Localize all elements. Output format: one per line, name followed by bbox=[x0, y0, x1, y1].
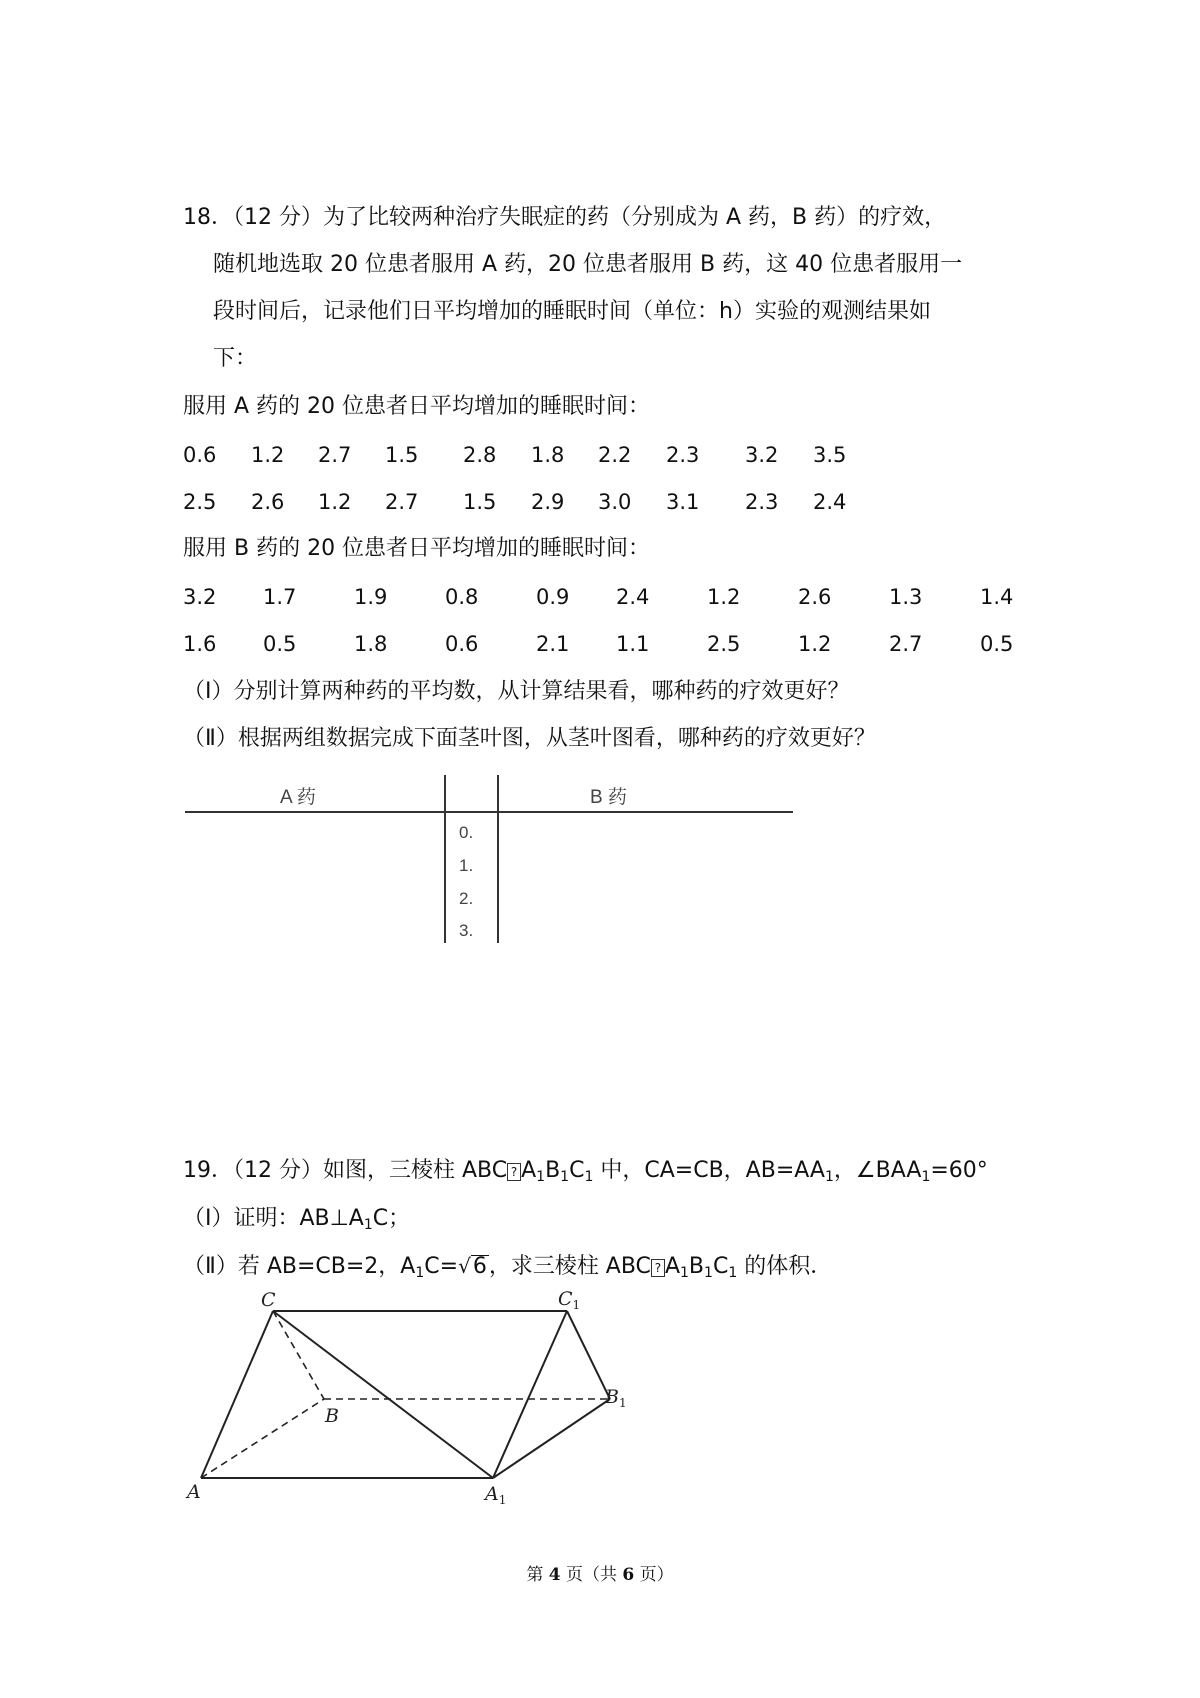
edge-CA bbox=[201, 1311, 273, 1478]
q19-part2-text: （Ⅱ）若 AB=CB=2，A bbox=[183, 1254, 416, 1279]
page-footer bbox=[0, 1560, 1200, 1585]
q18-line4: 下： bbox=[213, 346, 258, 371]
subscript: 1 bbox=[824, 1169, 834, 1185]
q19-part2-text: 的体积． bbox=[737, 1254, 833, 1279]
q19-line1-text: =60° bbox=[930, 1158, 988, 1183]
vertex-label-A: A bbox=[187, 1481, 201, 1503]
page-number: 4 bbox=[548, 1565, 561, 1585]
subscript: 1 bbox=[560, 1169, 570, 1185]
a-row2-value: 3.0 bbox=[598, 490, 632, 514]
b-row1-value: 0.9 bbox=[536, 585, 570, 609]
q19-line1-text: A bbox=[521, 1158, 537, 1183]
footer-text: 第 bbox=[526, 1565, 549, 1585]
b-row2-value: 1.8 bbox=[354, 632, 388, 656]
edge-C1B1 bbox=[567, 1311, 610, 1399]
garbled-glyph: ? bbox=[507, 1163, 521, 1181]
stem-value: 3. bbox=[459, 921, 474, 940]
q19-part2-text: B bbox=[688, 1254, 705, 1279]
vertex-label-B1: $B_1$ bbox=[605, 1386, 627, 1410]
q19-line1-text: 19．（12 分）如图，三棱柱 ABC bbox=[183, 1158, 508, 1183]
b-row1-value: 0.8 bbox=[445, 585, 479, 609]
a-row1-value: 1.2 bbox=[251, 443, 285, 467]
a-row1-value: 3.2 bbox=[745, 443, 779, 467]
q18-a-label: 服用 A 药的 20 位患者日平均增加的睡眠时间： bbox=[183, 394, 651, 419]
total-pages: 6 bbox=[622, 1565, 635, 1585]
a-row1-value: 2.7 bbox=[318, 443, 352, 467]
b-row1-value: 1.7 bbox=[263, 585, 297, 609]
a-row2-value: 2.9 bbox=[531, 490, 565, 514]
b-row1-value: 2.4 bbox=[616, 585, 650, 609]
b-row2-value: 0.5 bbox=[980, 632, 1014, 656]
a-row2-value: 1.2 bbox=[318, 490, 352, 514]
q19-part2-text: C= bbox=[424, 1254, 459, 1279]
a-row1-value: 1.5 bbox=[385, 443, 419, 467]
stem-left-header: A 药 bbox=[280, 787, 316, 808]
subscript: 1 bbox=[415, 1265, 425, 1281]
vertex-label-C: C bbox=[261, 1290, 276, 1311]
sqrt-radicand: 6 bbox=[472, 1254, 487, 1279]
a-row1-value: 2.8 bbox=[463, 443, 497, 467]
b-row2-value: 1.1 bbox=[616, 632, 650, 656]
a-row1-value: 2.2 bbox=[598, 443, 632, 467]
b-row2-value: 1.2 bbox=[798, 632, 832, 656]
stem-leaf-table bbox=[185, 775, 795, 945]
q18-line1: 18．（12 分）为了比较两种治疗失眠症的药（分别成为 A 药，B 药）的疗效， bbox=[183, 205, 947, 230]
q19-part1 bbox=[183, 1204, 410, 1240]
subscript: 1 bbox=[921, 1169, 931, 1185]
q19-part2-text: A bbox=[664, 1254, 680, 1279]
q18-part2: （Ⅱ）根据两组数据完成下面茎叶图，从茎叶图看，哪种药的疗效更好？ bbox=[183, 726, 876, 751]
edge-CA1 bbox=[273, 1311, 493, 1478]
a-row2-value: 3.1 bbox=[666, 490, 700, 514]
q19-part2-text: C bbox=[712, 1254, 729, 1279]
subscript: 1 bbox=[584, 1169, 594, 1185]
q19-line1-text: C bbox=[569, 1158, 585, 1183]
b-row2-value: 2.7 bbox=[889, 632, 923, 656]
subscript: 1 bbox=[536, 1169, 546, 1185]
edge-CB-hidden bbox=[273, 1311, 324, 1399]
b-row1-value: 1.3 bbox=[889, 585, 923, 609]
subscript: 1 bbox=[363, 1217, 373, 1233]
edge-AB-hidden bbox=[201, 1399, 324, 1478]
subscript: 1 bbox=[704, 1265, 713, 1281]
q19-line1-text: ，∠BAA bbox=[833, 1158, 922, 1183]
a-row2-value: 2.6 bbox=[251, 490, 285, 514]
q19-part2-text: ，求三棱柱 ABC bbox=[488, 1254, 651, 1279]
q18-line3: 段时间后，记录他们日平均增加的睡眠时间（单位：h）实验的观测结果如 bbox=[213, 299, 931, 324]
stem-right-header: B 药 bbox=[590, 787, 627, 808]
b-row1-value: 1.2 bbox=[707, 585, 741, 609]
a-row1-value: 1.8 bbox=[531, 443, 565, 467]
b-row1-value: 1.4 bbox=[980, 585, 1014, 609]
stem-value: 1. bbox=[459, 856, 474, 875]
b-row2-value: 2.1 bbox=[536, 632, 570, 656]
q19-line1 bbox=[183, 1156, 988, 1192]
a-row2-value: 2.7 bbox=[385, 490, 419, 514]
a-row2-value: 2.3 bbox=[745, 490, 779, 514]
q19-line1-text: B bbox=[545, 1158, 561, 1183]
sqrt-sign: √ bbox=[458, 1254, 471, 1278]
a-row2-value: 1.5 bbox=[463, 490, 497, 514]
q19-part1-text: （Ⅰ）证明：AB⊥A bbox=[183, 1206, 364, 1231]
q18-line2: 随机地选取 20 位患者服用 A 药，20 位患者服用 B 药，这 40 位患者服用一 bbox=[213, 252, 963, 277]
a-row1-value: 2.3 bbox=[666, 443, 700, 467]
q18-part1: （Ⅰ）分别计算两种药的平均数，从计算结果看，哪种药的疗效更好？ bbox=[183, 679, 850, 704]
a-row1-value: 3.5 bbox=[813, 443, 847, 467]
footer-text: 页） bbox=[634, 1565, 674, 1585]
q19-part2 bbox=[183, 1251, 832, 1288]
garbled-glyph: ? bbox=[651, 1259, 665, 1277]
q18-b-label: 服用 B 药的 20 位患者日平均增加的睡眠时间： bbox=[183, 536, 651, 561]
subscript: 1 bbox=[728, 1265, 738, 1281]
q19-part1-text: C； bbox=[372, 1206, 411, 1231]
b-row2-value: 0.6 bbox=[445, 632, 479, 656]
b-row2-value: 1.6 bbox=[183, 632, 217, 656]
vertex-label-A1: $A_1$ bbox=[485, 1483, 507, 1507]
b-row1-value: 1.9 bbox=[354, 585, 388, 609]
vertex-label-C1: $C_1$ bbox=[558, 1290, 581, 1312]
stem-value: 0. bbox=[459, 823, 474, 842]
b-row1-value: 3.2 bbox=[183, 585, 217, 609]
a-row1-value: 0.6 bbox=[183, 443, 217, 467]
q19-line1-text: 中，CA=CB，AB=AA bbox=[593, 1158, 825, 1183]
subscript: 1 bbox=[680, 1265, 689, 1281]
b-row1-value: 2.6 bbox=[798, 585, 832, 609]
stem-value: 2. bbox=[459, 889, 474, 908]
vertex-label-B: B bbox=[325, 1405, 339, 1427]
b-row2-value: 0.5 bbox=[263, 632, 297, 656]
footer-text: 页（共 bbox=[560, 1565, 623, 1585]
b-row2-value: 2.5 bbox=[707, 632, 741, 656]
a-row2-value: 2.5 bbox=[183, 490, 217, 514]
triangular-prism-figure bbox=[185, 1290, 645, 1520]
a-row2-value: 2.4 bbox=[813, 490, 847, 514]
